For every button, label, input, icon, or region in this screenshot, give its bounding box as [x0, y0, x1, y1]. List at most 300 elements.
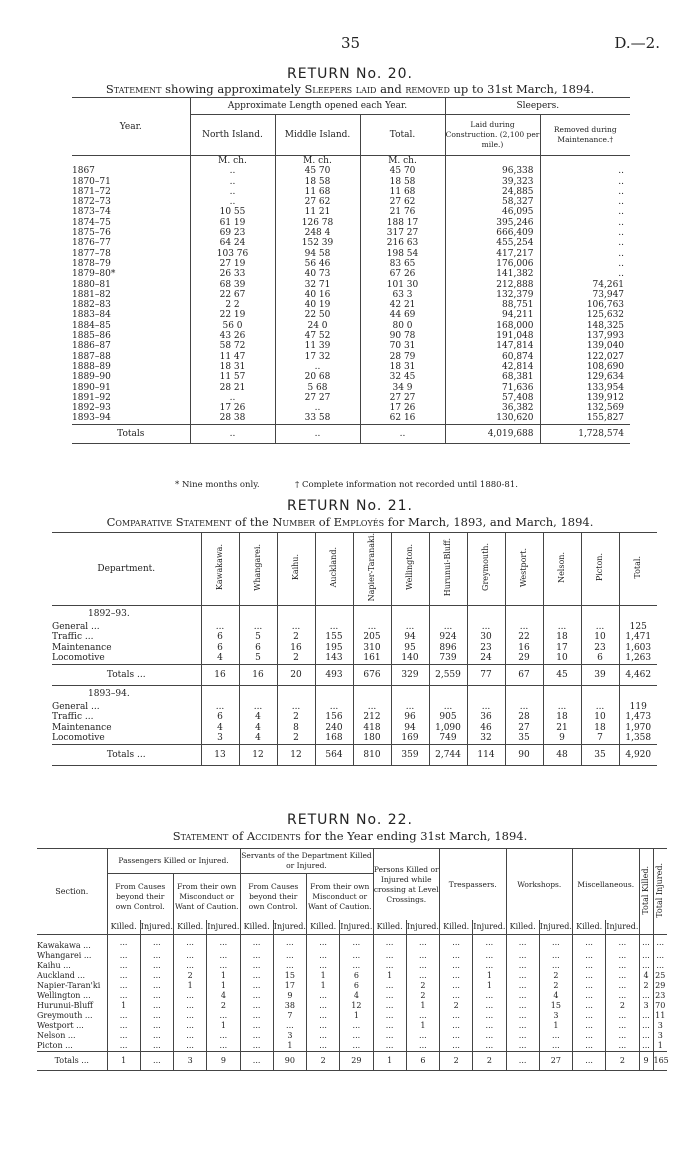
data-cell: 22 19	[190, 310, 275, 320]
empty-cell	[619, 685, 657, 702]
data-cell: 4	[539, 991, 572, 1001]
data-cell: ...	[373, 1031, 406, 1041]
data-cell: 18 58	[275, 177, 360, 187]
totals-cell: 114	[467, 744, 505, 765]
data-cell: 4	[239, 733, 277, 744]
col-header-label: Hurunui-Bluff.	[442, 538, 452, 597]
table-row	[37, 951, 667, 961]
data-cell: 1	[539, 1021, 572, 1031]
sub-misconduct: From their own Misconduct or Want of Caution.	[174, 874, 241, 921]
data-cell: ...	[506, 951, 539, 961]
data-cell: ...	[240, 1021, 273, 1031]
data-cell: 4	[639, 971, 653, 981]
data-cell: ...	[606, 971, 639, 981]
empty-cell	[505, 685, 543, 702]
data-cell: 11 68	[275, 187, 360, 197]
data-cell: 6	[581, 653, 619, 664]
data-cell: 2	[277, 733, 315, 744]
data-cell: ...	[473, 1011, 506, 1021]
return21-table	[52, 532, 657, 766]
data-cell: ...	[201, 622, 239, 633]
table-row	[72, 321, 630, 331]
data-cell: 2	[539, 981, 572, 991]
data-cell: 17	[543, 643, 581, 654]
data-cell: 924	[429, 632, 467, 643]
data-cell: ...	[240, 1031, 273, 1041]
data-cell: ...	[573, 981, 606, 991]
data-cell: 22	[505, 632, 543, 643]
data-cell: ...	[373, 1041, 406, 1052]
data-cell: 28 38	[190, 413, 275, 424]
empty-cell	[277, 605, 315, 622]
data-cell: 139,040	[540, 341, 630, 351]
data-cell: ...	[340, 935, 373, 952]
totals-label: Totals ...	[106, 669, 146, 680]
group-servants: Servants of the Department Killed or Injured.	[240, 849, 373, 874]
data-cell: 240	[315, 723, 353, 734]
data-cell: ...	[107, 981, 140, 991]
killed-header: Killed.	[373, 920, 406, 935]
data-cell: 666,409	[445, 228, 540, 238]
data-cell: 125	[619, 622, 657, 633]
data-cell: ...	[240, 961, 273, 971]
data-cell: 212	[353, 712, 391, 723]
data-cell: 395,246	[445, 218, 540, 228]
year-cell: 1870–71	[72, 176, 111, 187]
data-cell: 10	[581, 632, 619, 643]
return21-subtitle: Comparative Statement of the Number of Employés for March, 1893, and March, 1894.	[106, 515, 594, 529]
data-cell: ...	[239, 702, 277, 713]
data-cell: ...	[639, 1041, 653, 1052]
section-label: Hurunui-Bluff	[37, 1001, 93, 1010]
data-cell: 147,814	[445, 341, 540, 351]
data-cell: 16	[277, 643, 315, 654]
data-cell: 68,381	[445, 372, 540, 382]
data-cell: 25	[653, 971, 667, 981]
data-cell: ...	[573, 935, 606, 952]
col-department: Department.	[97, 563, 156, 574]
totals-cell: 29	[340, 1052, 373, 1071]
table-row	[37, 935, 667, 952]
data-cell: ..	[540, 238, 630, 248]
data-cell: 2	[606, 1001, 639, 1011]
totals-cell: 45	[543, 664, 581, 685]
data-cell: ...	[606, 981, 639, 991]
section-label: Wellington ...	[37, 991, 91, 1000]
sub-misconduct: From their own Misconduct or Want of Caution.	[307, 874, 374, 921]
col-header	[391, 533, 429, 606]
data-cell: 417,217	[445, 249, 540, 259]
data-cell: 2	[406, 991, 439, 1001]
totals-cell: 564	[315, 744, 353, 765]
data-cell: 1	[207, 1021, 240, 1031]
totals-cell: 67	[505, 664, 543, 685]
data-cell: 7	[581, 733, 619, 744]
data-cell: 28	[505, 712, 543, 723]
data-cell: 44 69	[360, 310, 445, 320]
data-cell: 1,603	[619, 643, 657, 654]
data-cell: ...	[543, 622, 581, 633]
data-cell: ...	[653, 951, 667, 961]
data-cell: 6	[239, 643, 277, 654]
data-cell: ...	[174, 1041, 207, 1052]
page-header	[0, 34, 700, 54]
data-cell: 94	[391, 723, 429, 734]
data-cell: 125,632	[540, 310, 630, 320]
data-cell: 94,211	[445, 310, 540, 320]
empty-cell	[315, 685, 353, 702]
data-cell: 108,690	[540, 362, 630, 372]
table-row	[52, 632, 657, 643]
data-cell: ...	[201, 702, 239, 713]
data-cell: 905	[429, 712, 467, 723]
data-cell: 38	[273, 1001, 306, 1011]
data-cell: ...	[429, 702, 467, 713]
col-header-label: Auckland.	[328, 546, 338, 588]
data-cell: ...	[606, 1041, 639, 1052]
table-row	[52, 733, 657, 744]
table-row	[72, 269, 630, 279]
data-cell: ...	[107, 991, 140, 1001]
data-cell: 62 16	[360, 413, 445, 424]
data-cell: 23	[581, 643, 619, 654]
data-cell: ...	[107, 935, 140, 952]
totals-row	[52, 744, 657, 765]
data-cell: ...	[107, 951, 140, 961]
table-row	[72, 352, 630, 362]
data-cell: ...	[307, 1031, 340, 1041]
data-cell: ...	[239, 622, 277, 633]
data-cell: ...	[606, 1021, 639, 1031]
table-row	[72, 166, 630, 176]
data-cell: ...	[573, 991, 606, 1001]
data-cell: 6	[340, 971, 373, 981]
data-cell: 5 68	[275, 383, 360, 393]
data-cell: 216 63	[360, 238, 445, 248]
data-cell: 1	[307, 981, 340, 991]
data-cell: ...	[107, 1041, 140, 1052]
data-cell: 3	[639, 1001, 653, 1011]
totals-cell: 165	[653, 1052, 667, 1071]
totals-cell: 39	[581, 664, 619, 685]
data-cell: 2	[639, 981, 653, 991]
data-cell: ...	[174, 991, 207, 1001]
data-cell: 18	[543, 632, 581, 643]
data-cell: 3	[653, 1021, 667, 1031]
empty-cell	[543, 685, 581, 702]
data-cell: 18	[543, 712, 581, 723]
col-header	[353, 533, 391, 606]
totals-cell: 2,559	[429, 664, 467, 685]
data-cell: ...	[440, 1011, 473, 1021]
data-cell: 95	[391, 643, 429, 654]
data-cell: 2	[277, 632, 315, 643]
data-cell: 139,912	[540, 393, 630, 403]
data-cell: ...	[174, 1001, 207, 1011]
data-cell: ...	[573, 951, 606, 961]
data-cell: ...	[307, 1021, 340, 1031]
data-cell: ...	[639, 935, 653, 952]
data-cell: 17	[273, 981, 306, 991]
data-cell: ...	[273, 961, 306, 971]
col-total-injured: Total Injured.	[653, 849, 667, 935]
data-cell: ..	[190, 393, 275, 403]
data-cell: 58,327	[445, 197, 540, 207]
data-cell: ...	[140, 1001, 173, 1011]
totals-cell: 27	[539, 1052, 572, 1071]
data-cell: 22 50	[275, 310, 360, 320]
data-cell: ...	[473, 1031, 506, 1041]
data-cell: ...	[373, 1001, 406, 1011]
data-cell: 1,970	[619, 723, 657, 734]
empty-cell	[581, 685, 619, 702]
totals-cell: 35	[581, 744, 619, 765]
data-cell: 29	[653, 981, 667, 991]
data-cell: 94	[391, 632, 429, 643]
injured-header: Injured.	[406, 920, 439, 935]
data-cell: ...	[639, 1031, 653, 1041]
empty-cell	[201, 685, 239, 702]
data-cell: 36	[467, 712, 505, 723]
injured-header: Injured.	[207, 920, 240, 935]
data-cell: 47 52	[275, 331, 360, 341]
injured-header: Injured.	[140, 920, 173, 935]
year-cell: 1871–72	[72, 186, 111, 197]
data-cell: 1	[473, 971, 506, 981]
data-cell: ...	[207, 935, 240, 952]
col-header	[315, 533, 353, 606]
data-cell: 155,827	[540, 413, 630, 424]
year-cell: 1875–76	[72, 228, 111, 239]
year-cell: 1873–74	[72, 207, 111, 218]
year-cell: 1876–77	[72, 238, 111, 249]
col-header	[467, 533, 505, 606]
totals-cell: ..	[190, 424, 275, 443]
data-cell: ..	[540, 218, 630, 228]
totals-cell: 13	[201, 744, 239, 765]
col-header	[619, 533, 657, 606]
data-cell: 156	[315, 712, 353, 723]
data-cell: 42 21	[360, 300, 445, 310]
empty-cell	[391, 605, 429, 622]
data-cell: 6	[201, 643, 239, 654]
data-cell: ...	[373, 1011, 406, 1021]
data-cell: 4	[201, 723, 239, 734]
table-row	[72, 403, 630, 413]
col-header	[505, 533, 543, 606]
data-cell: ...	[273, 935, 306, 952]
data-cell: 4	[340, 991, 373, 1001]
data-cell: 27 62	[360, 197, 445, 207]
table-row	[37, 971, 667, 981]
data-cell: ...	[473, 961, 506, 971]
data-cell: 20 68	[275, 372, 360, 382]
data-cell: ..	[275, 403, 360, 413]
data-cell: ...	[140, 1031, 173, 1041]
data-cell: ..	[540, 187, 630, 197]
data-cell: 176,006	[445, 259, 540, 269]
data-cell: ...	[440, 1021, 473, 1031]
data-cell: 6	[340, 981, 373, 991]
return20-title: RETURN No. 20.	[287, 66, 413, 82]
data-cell: 1,263	[619, 653, 657, 664]
data-cell: 68 39	[190, 280, 275, 290]
totals-cell: 2,744	[429, 744, 467, 765]
killed-header: Killed.	[440, 920, 473, 935]
data-cell: ...	[140, 981, 173, 991]
data-cell: ..	[540, 177, 630, 187]
data-cell: 15	[273, 971, 306, 981]
year-cell: 1889–90	[72, 372, 111, 383]
data-cell: 40 16	[275, 290, 360, 300]
empty-cell	[239, 605, 277, 622]
data-cell: ...	[140, 1021, 173, 1031]
injured-header: Injured.	[606, 920, 639, 935]
data-cell: ...	[373, 1021, 406, 1031]
note-complete-info: † Complete information not recorded until 1880-81.	[295, 480, 518, 490]
data-cell: ...	[307, 961, 340, 971]
data-cell: 2	[207, 1001, 240, 1011]
col-total: Total.	[360, 115, 445, 156]
data-cell: 10 55	[190, 207, 275, 217]
totals-cell: 90	[505, 744, 543, 765]
year-cell: 1893–94	[72, 413, 111, 424]
data-cell: ...	[473, 1041, 506, 1052]
data-cell: 132,569	[540, 403, 630, 413]
col-north: North Island.	[190, 115, 275, 156]
year-cell: 1880–81	[72, 279, 111, 290]
data-cell: ...	[207, 1011, 240, 1021]
data-cell: 191,048	[445, 331, 540, 341]
data-cell: 12	[340, 1001, 373, 1011]
data-cell: ...	[240, 935, 273, 952]
data-cell: ...	[506, 1031, 539, 1041]
data-cell: 119	[619, 702, 657, 713]
return20-notes	[175, 480, 555, 490]
totals-cell: 2	[440, 1052, 473, 1071]
data-cell: ...	[373, 961, 406, 971]
data-cell: ...	[606, 961, 639, 971]
year-cell: 1883–84	[72, 310, 111, 321]
totals-label: Totals ...	[106, 749, 146, 760]
data-cell: ...	[581, 622, 619, 633]
data-cell: 2	[440, 1001, 473, 1011]
data-cell: ...	[207, 951, 240, 961]
data-cell: 18 31	[190, 362, 275, 372]
data-cell: 1	[207, 971, 240, 981]
data-cell: ...	[581, 702, 619, 713]
data-cell: ...	[373, 935, 406, 952]
data-cell: 205	[353, 632, 391, 643]
totals-cell: 4,920	[619, 744, 657, 765]
data-cell: 1,090	[429, 723, 467, 734]
data-cell: 30	[467, 632, 505, 643]
totals-row	[72, 424, 630, 443]
data-cell: 45 70	[360, 166, 445, 176]
data-cell: ...	[174, 1021, 207, 1031]
dept-label: General ...	[52, 621, 100, 632]
data-cell: ...	[505, 702, 543, 713]
data-cell: 43 26	[190, 331, 275, 341]
col-header-label: Wellington.	[404, 544, 414, 591]
data-cell: ...	[140, 1041, 173, 1052]
data-cell: 1,473	[619, 712, 657, 723]
dept-label: Maintenance	[52, 722, 112, 733]
data-cell: 11 68	[360, 187, 445, 197]
data-cell: 2	[406, 981, 439, 991]
units: M. ch.	[275, 156, 360, 167]
totals-cell: ...	[240, 1052, 273, 1071]
data-cell: 7	[273, 1011, 306, 1021]
table-row	[52, 723, 657, 734]
data-cell: 1,471	[619, 632, 657, 643]
data-cell: ...	[539, 935, 572, 952]
killed-header: Killed.	[107, 920, 140, 935]
data-cell: ...	[440, 991, 473, 1001]
data-cell: ...	[467, 702, 505, 713]
empty-cell	[239, 685, 277, 702]
totals-cell: 48	[543, 744, 581, 765]
year-row	[52, 605, 657, 622]
totals-cell: 2	[307, 1052, 340, 1071]
data-cell: 106,763	[540, 300, 630, 310]
table-row	[37, 1031, 667, 1041]
killed-header: Killed.	[573, 920, 606, 935]
data-cell: 122,027	[540, 352, 630, 362]
empty-cell	[467, 685, 505, 702]
table-row	[72, 197, 630, 207]
data-cell: ...	[140, 991, 173, 1001]
data-cell: 1	[406, 1001, 439, 1011]
data-cell: 5	[239, 653, 277, 664]
data-cell: 3	[273, 1031, 306, 1041]
data-cell: 11 47	[190, 352, 275, 362]
data-cell: ...	[174, 1031, 207, 1041]
data-cell: 57,408	[445, 393, 540, 403]
table-row	[37, 1001, 667, 1011]
data-cell: ...	[606, 991, 639, 1001]
data-cell: 22 67	[190, 290, 275, 300]
data-cell: 11 21	[275, 207, 360, 217]
data-cell: ..	[540, 166, 630, 176]
data-cell: 56 0	[190, 321, 275, 331]
data-cell: ...	[107, 961, 140, 971]
data-cell: 11 39	[275, 341, 360, 351]
col-header	[543, 533, 581, 606]
data-cell: 6	[201, 712, 239, 723]
data-cell: 46,095	[445, 207, 540, 217]
data-cell: ...	[240, 1001, 273, 1011]
table-row	[72, 238, 630, 248]
data-cell: ...	[406, 935, 439, 952]
table-row	[72, 177, 630, 187]
data-cell: ...	[573, 1001, 606, 1011]
data-cell: ..	[190, 187, 275, 197]
data-cell: ...	[539, 1031, 572, 1041]
data-cell: ...	[573, 971, 606, 981]
section-label: Auckland ...	[37, 971, 86, 980]
totals-cell: 20	[277, 664, 315, 685]
col-header-label: Nelson.	[556, 551, 566, 583]
data-cell: ...	[373, 951, 406, 961]
year-cell: 1867	[72, 166, 95, 177]
data-cell: 61 19	[190, 218, 275, 228]
dept-label: Traffic ...	[52, 712, 94, 723]
data-cell: 8	[277, 723, 315, 734]
data-cell: 148,325	[540, 321, 630, 331]
data-cell: ...	[473, 951, 506, 961]
data-cell: ...	[506, 1001, 539, 1011]
